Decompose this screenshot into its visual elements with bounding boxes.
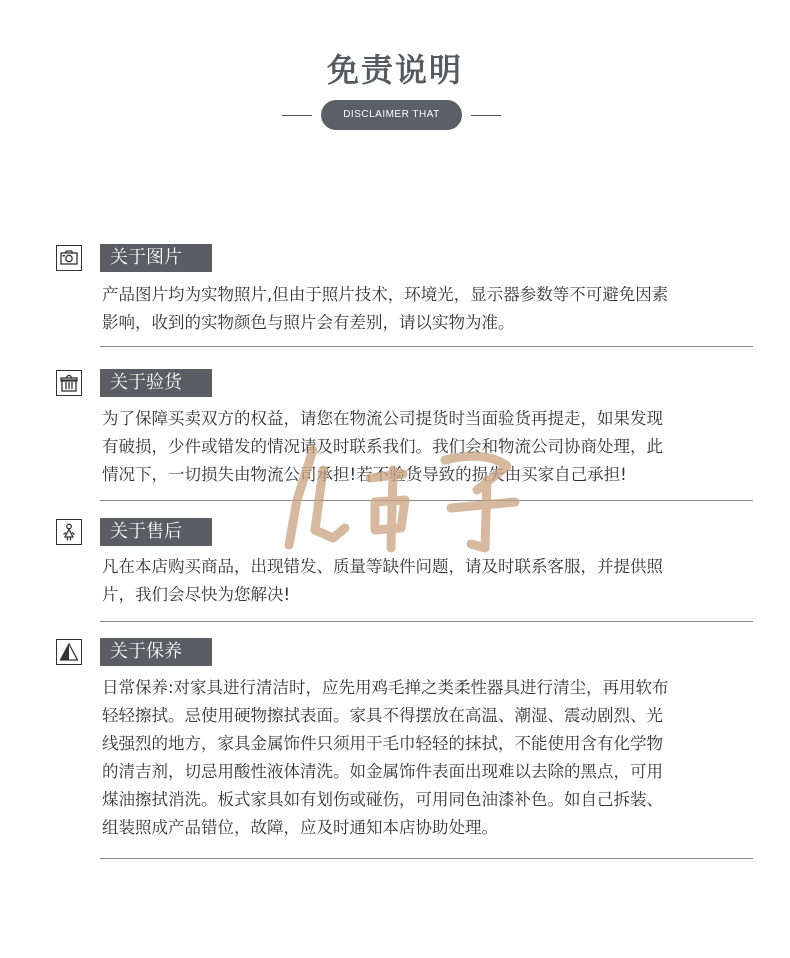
subtitle-divider-right xyxy=(471,115,501,116)
subtitle-divider-left xyxy=(282,115,312,116)
section-divider xyxy=(100,346,753,347)
text-line: 影响，收到的实物颜色与照片会有差别，请以实物为准。 xyxy=(102,313,515,332)
text-line: 片，我们会尽快为您解决! xyxy=(102,585,291,604)
section-divider xyxy=(100,500,753,501)
section-body-after-sales xyxy=(102,553,742,609)
text-line: 线强烈的地方，家具金属饰件只须用干毛巾轻轻的抹拭，不能使用含有化学物 xyxy=(102,734,663,753)
text-line: 为了保障买卖双方的权益，请您在物流公司提货时当面验货再提走，如果发现 xyxy=(102,409,663,428)
subtitle-row xyxy=(0,100,790,130)
text-line: 轻轻擦拭。忌使用硬物擦拭表面。家具不得摆放在高温、潮湿、震动剧烈、光 xyxy=(102,706,663,725)
text-line: 日常保养:对家具进行清洁时，应先用鸡毛掸之类柔性器具进行清尘，再用软布 xyxy=(102,678,669,697)
person-icon xyxy=(56,519,82,545)
text-line: 组装照成产品错位，故障，应及时通知本店协助处理。 xyxy=(102,818,498,837)
gift-box-icon xyxy=(56,370,82,396)
section-heading-after-sales: 关于售后 xyxy=(100,518,212,546)
page-title: 免责说明 xyxy=(326,51,463,89)
text-line: 的清吉剂，切忌用酸性液体清洗。如金属饰件表面出现难以去除的黑点，可用 xyxy=(102,762,663,781)
section-divider xyxy=(100,621,753,622)
section-heading-maintenance: 关于保养 xyxy=(100,638,212,666)
subtitle-badge: DISCLAIMER THAT xyxy=(321,100,462,130)
section-body-photos xyxy=(102,281,742,337)
warning-triangle-icon xyxy=(56,639,82,665)
section-divider xyxy=(100,858,753,859)
text-line: 有破损，少件或错发的情况请及时联系我们。我们会和物流公司协商处理，此 xyxy=(102,437,663,456)
text-line: 产品图片均为实物照片,但由于照片技术，环境光，显示器参数等不可避免因素 xyxy=(102,285,669,304)
text-line: 煤油擦拭消洗。板式家具如有划伤或碰伤，可用同色油漆补色。如自己拆装、 xyxy=(102,790,663,809)
section-heading-photos: 关于图片 xyxy=(100,244,212,272)
section-body-maintenance xyxy=(102,674,742,842)
camera-icon xyxy=(56,245,82,271)
text-line: 情况下，一切损失由物流公司承担!若不验货导致的损失由买家自己承担! xyxy=(102,465,627,484)
text-line: 凡在本店购买商品，出现错发、质量等缺件问题，请及时联系客服，并提供照 xyxy=(102,557,663,576)
section-heading-inspection: 关于验货 xyxy=(100,369,212,397)
section-body-inspection xyxy=(102,405,742,489)
